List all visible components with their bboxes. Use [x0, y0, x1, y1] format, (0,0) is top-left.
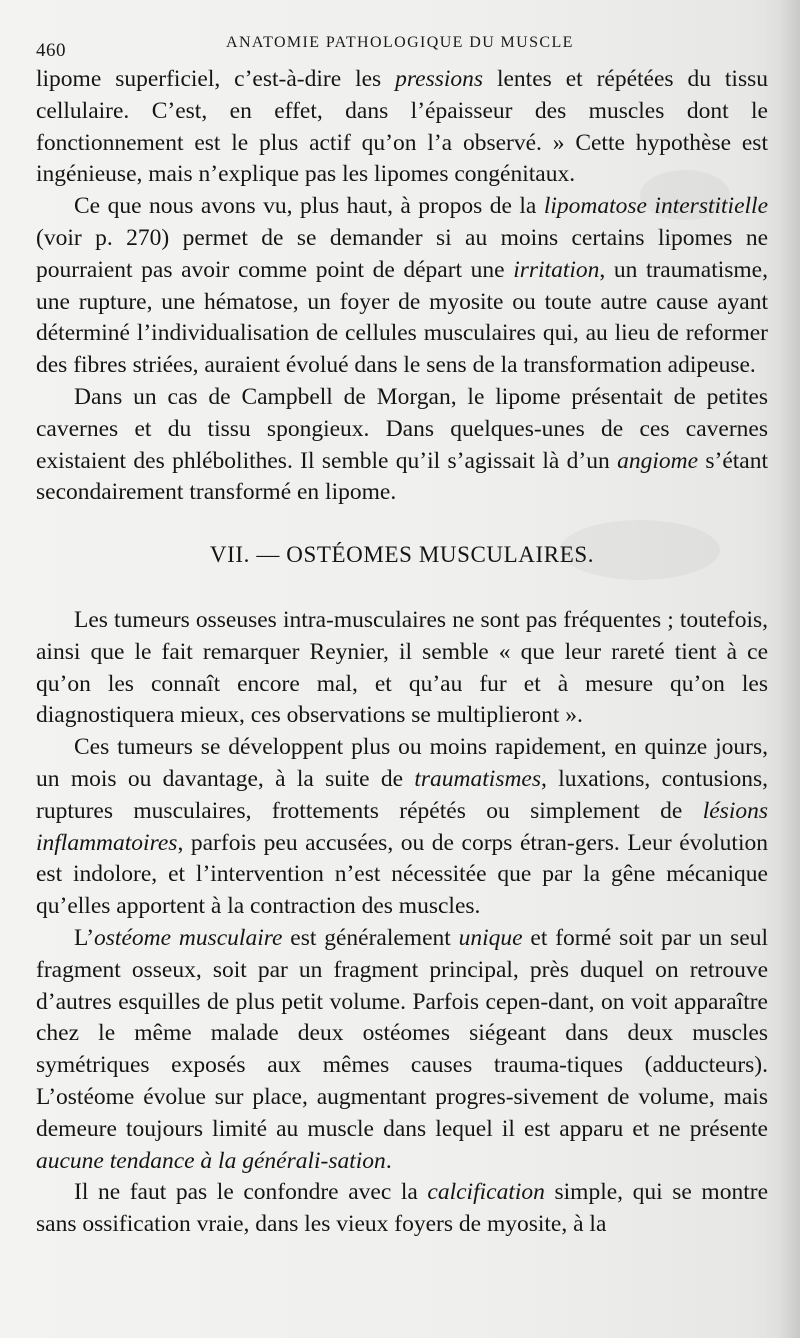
body-text	[36, 64, 768, 1241]
paragraph	[36, 382, 768, 509]
text-run: Ces tumeurs se développent plus ou moins rapidement, en quinze jours, un mois ou davantage, à la suite de	[36, 734, 768, 792]
italic-term: lipomatose interstitielle	[543, 193, 768, 220]
page-number: 460	[36, 40, 66, 61]
text-run: Ce que nous avons vu, plus haut, à propos de la	[74, 193, 544, 220]
italic-term: lésions inflammatoires	[36, 797, 768, 856]
text-run: est généralement	[282, 924, 459, 951]
text-run: Dans un cas de Campbell de Morgan, le lipome présentait de petites cavernes et du tissu spongieux. Dans quelques-unes de ces cavernes existaient des phlébolithes. Il semble qu’il s’agissait là d’un	[36, 383, 768, 474]
text-run: .	[385, 1147, 392, 1174]
paragraph	[36, 732, 768, 923]
text-run: lipome superficiel, c’est-à-dire les	[36, 66, 396, 92]
italic-term: traumatismes	[414, 765, 542, 792]
running-head	[36, 30, 764, 60]
italic-term: calcification	[427, 1179, 545, 1206]
section-heading: VII. — OSTÉOMES MUSCULAIRES.	[209, 542, 595, 568]
text-run: simple, qui se montre sans ossification vraie, dans les vieux foyers de myosite, à la	[36, 1179, 768, 1238]
text-run: lentes et répétées du tissu cellulaire. C’est, en effet, dans l’épaisseur des muscles dont le fonctionnement est le plus actif qu’on l’a observé. » Cette hypothèse est ingénieuse, mais n’explique pas les lipomes congénitaux.	[36, 66, 768, 188]
paragraph-continued	[36, 64, 768, 191]
text-run: , un traumatisme, une rupture, une hématose, un foyer de myosite ou toute autre cause ayant déterminé l’individualisation de cellules musculaires qui, au lieu de reformer des fibres striées, auraient évolué dans le sens de la transformation adipeuse.	[36, 256, 768, 379]
text-run: , parfois peu accusées, ou de corps étran-gers. Leur évolution est indolore, et l’intervention n’est nécessitée que par la gêne mécanique qu’elles apportent à la contraction des muscles.	[36, 829, 768, 920]
italic-term: aucune tendance à la générali-sation	[36, 1147, 386, 1174]
paragraph	[36, 191, 768, 382]
paragraph	[36, 1177, 768, 1241]
text-run: Les tumeurs osseuses intra-musculaires ne sont pas fréquentes ; toutefois, ainsi que le fait remarquer Reynier, il semble « que leur rareté tient à ce qu’on les connaît encore mal, et qu’au fur et à mesure qu’on les diagnostiquera mieux, ces observations se multiplieront ».	[36, 606, 768, 729]
text-run: (voir p. 270) permet de se demander si au moins certains lipomes ne pourraient pas avoir comme point de départ une	[36, 224, 768, 283]
italic-term: angiome	[617, 447, 698, 474]
running-title: ANATOMIE PATHOLOGIQUE DU MUSCLE	[226, 34, 574, 51]
italic-term: unique	[458, 924, 523, 951]
text-run: et formé soit par un seul fragment osseux, soit par un fragment principal, près duquel on retrouve d’autres esquilles de plus petit volume. Parfois cepen-dant, on voit apparaître chez le même malade deux ostéomes siégeant dans deux muscles symétriques exposés aux mêmes causes trauma-tiques (adducteurs). L’ostéome évolue sur place, augmentant progres-sivement de volume, mais demeure toujours limité au muscle dans lequel il est apparu et ne présente	[36, 924, 768, 1142]
text-run: L’	[74, 924, 95, 951]
italic-term: ostéome musculaire	[94, 924, 283, 951]
text-run: Il ne faut pas le confondre avec la	[74, 1179, 428, 1206]
paragraph	[36, 923, 768, 1177]
paragraph	[36, 605, 768, 732]
page-edge-shadow	[780, 0, 800, 1338]
italic-term: irritation	[513, 256, 600, 283]
text-run: s’étant secondairement transformé en lipome.	[36, 447, 768, 506]
italic-term: pressions	[395, 66, 484, 92]
text-run: , luxations, contusions, ruptures musculaires, frottements répétés ou simplement de	[36, 765, 768, 824]
